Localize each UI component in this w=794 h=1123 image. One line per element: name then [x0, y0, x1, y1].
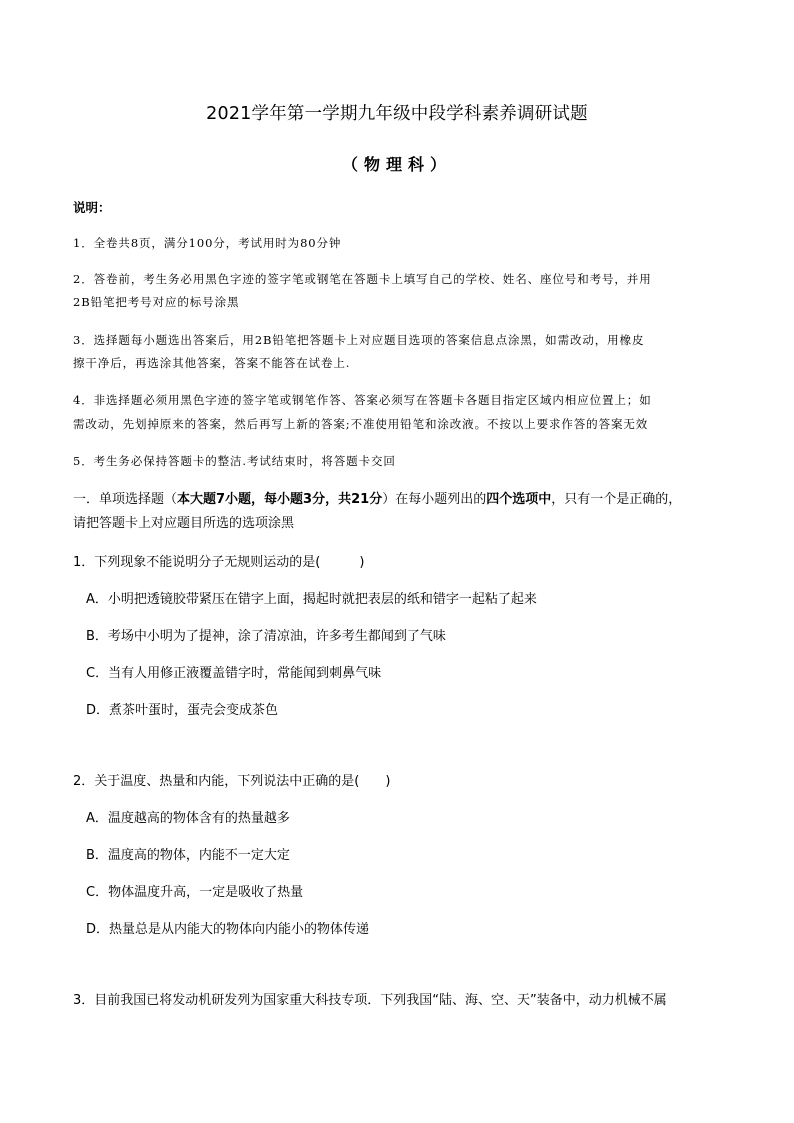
section-heading: [73, 488, 681, 507]
question-stem-1: 1．下列现象不能说明分子无规则运动的是( ): [73, 555, 365, 570]
question-2-option-c: C．物体温度升高，一定是吸收了热量: [86, 885, 304, 900]
section-prefix: 一．单项选择题（: [73, 492, 178, 507]
section-score-info: 本大题7小题，每小题3分，共21分: [177, 492, 383, 507]
question-1-option-c: C．当有人用修正液覆盖错字时，常能闻到刺鼻气味: [86, 666, 382, 681]
question-2-option-a: A．温度越高的物体含有的热量越多: [86, 811, 290, 826]
question-1-option-a: A．小明把透镜胶带紧压在错字上面，揭起时就把表层的纸和错字一起粘了起来: [86, 592, 537, 607]
instruction-line: 2B铅笔把考号对应的标号涂黑: [73, 295, 240, 309]
instruction-line: 4．非选择题必须用黑色字迹的签字笔或钢笔作答、答案必须写在答题卡各题目指定区域内相应位置上；如: [73, 393, 652, 407]
section-suffix: ，只有一个是正确的，: [551, 492, 682, 507]
instruction-line: 擦干净后，再选涂其他答案，答案不能答在试卷上.: [73, 356, 351, 370]
instruction-line: 3．选择题每小题选出答案后，用2B铅笔把答题卡上对应题目选项的答案信息点涂黑，如需改动，用橡皮: [73, 333, 645, 347]
instruction-line: 2．答卷前，考生务必用黑色字迹的签字笔或钢笔在答题卡上填写自己的学校、姓名、座位号和考号，并用: [73, 272, 652, 286]
question-1-option-d: D．煮茶叶蛋时，蛋壳会变成茶色: [86, 703, 279, 718]
subject-subtitle: （物理科）: [341, 155, 452, 174]
section-four-options: 四个选项中: [486, 492, 552, 507]
instruction-line: 需改动，先划掉原来的答案，然后再写上新的答案;不准使用铅笔和涂改液。不按以上要求作答的答案无效: [73, 417, 649, 431]
question-stem-3: 3．目前我国已将发动机研发列为国家重大科技专项．下列我国“陆、海、空、天”装备中，动力机械不属: [73, 993, 667, 1008]
instructions-heading: 说明：: [73, 200, 111, 215]
question-stem-2: 2．关于温度、热量和内能，下列说法中正确的是( ): [73, 774, 391, 789]
question-2-option-b: B．温度高的物体，内能不一定大定: [86, 848, 290, 863]
question-2-option-d: D．热量总是从内能大的物体向内能小的物体传递: [86, 922, 370, 937]
question-1-option-b: B．考场中小明为了提神，涂了清凉油，许多考生都闻到了气味: [86, 629, 446, 644]
section-middle: ）在每小题列出的: [382, 492, 487, 507]
instruction-line: 1．全卷共8页，满分100分，考试用时为80分钟: [73, 236, 342, 250]
instruction-line: 5．考生务必保持答题卡的整洁.考试结束时，将答题卡交回: [73, 454, 396, 468]
section-instruction: 请把答题卡上对应题目所选的选项涂黑: [73, 516, 295, 531]
exam-title: 2021学年第一学期九年级中段学科素养调研试题: [206, 104, 588, 124]
